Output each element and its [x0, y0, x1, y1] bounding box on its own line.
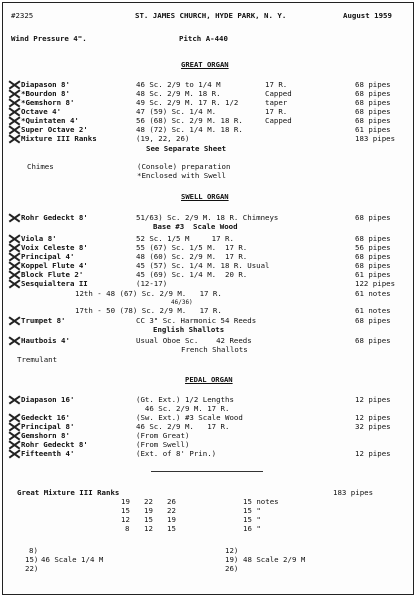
pedal-stop-pipes: 12 pipes	[355, 449, 391, 458]
great-stop-rank: 17 R.	[265, 107, 288, 116]
mixture-notes: 15 notes	[243, 497, 279, 506]
great-stop-rank: 17 R.	[265, 80, 288, 89]
pedal-stop-pipes: 32 pipes	[355, 422, 391, 431]
pedal-stop-name: Gedeckt 16'	[21, 413, 70, 422]
swell-stop-spec: 52 Sc. 1/5 M 17 R.	[136, 234, 234, 243]
divider	[151, 471, 263, 472]
swell-stop-pipes: 122 pipes	[355, 279, 396, 288]
swell-stop-pipes: 68 pipes	[355, 316, 391, 325]
swell-stop-name: Block Flute 2'	[21, 270, 84, 279]
swell-stop-spec: 48 (60) Sc. 2/9 M. 17 R.	[136, 252, 248, 261]
pedal-stop-spec: (From Swell)	[136, 440, 190, 449]
mixture-rank: 15	[144, 515, 153, 524]
church-title: ST. JAMES CHURCH, HYDE PARK, N. Y.	[135, 11, 287, 20]
great-stop-pipes: 68 pipes	[355, 107, 391, 116]
great-stop-note: Capped	[265, 89, 292, 98]
swell-stop-name: Viola 8'	[21, 234, 57, 243]
see-separate-sheet: See Separate Sheet	[146, 144, 227, 153]
mixture-total: 183 pipes	[333, 488, 374, 497]
check-mark-icon	[7, 449, 21, 459]
pedal-stop-name: Rohr Gedeckt 8'	[21, 440, 88, 449]
great-stop-name: *Bourdon 8'	[21, 89, 70, 98]
swell-stop-name: Trumpet 8'	[21, 316, 66, 325]
swell-stop-spec: 17th - 50 (78) Sc. 2/9 M. 17 R.	[75, 306, 222, 315]
swell-stop-pipes: 68 pipes	[355, 336, 391, 345]
great-stop-note: Capped	[265, 116, 292, 125]
great-stop-spec: 47 (59) Sc. 1/4 M.	[136, 107, 217, 116]
pedal-heading: PEDAL ORGAN	[185, 375, 233, 384]
enclosed-note: *Enclosed with Swell	[137, 171, 226, 180]
mixture-rank: 22	[167, 506, 176, 515]
swell-stop-pipes: 68 pipes	[355, 213, 391, 222]
great-heading: GREAT ORGAN	[181, 60, 229, 69]
mixture-rank: 19	[121, 497, 130, 506]
swell-stop-pipes: 56 pipes	[355, 243, 391, 252]
swell-stop-pipes: 61 notes	[355, 306, 391, 315]
swell-stop-pipes: 68 pipes	[355, 261, 391, 270]
mixture-notes: 15 "	[243, 515, 261, 524]
swell-stop-spec: Usual Oboe Sc. 42 Reeds	[136, 336, 252, 345]
pedal-stop-name: Fifteenth 4'	[21, 449, 75, 458]
pedal-stop-name: Diapason 16'	[21, 395, 75, 404]
spec-sheet	[2, 2, 414, 595]
great-stop-spec: 46 Sc. 2/9 to 1/4 M	[136, 80, 221, 89]
great-stop-name: *Gemshorn 8'	[21, 98, 75, 107]
great-stop-name: *Quintaten 4'	[21, 116, 79, 125]
scale-rank: 22)	[25, 564, 39, 573]
pedal-stop-spec: (Sw. Ext.) #3 Scale Wood	[136, 413, 243, 422]
job-number: #2325	[11, 11, 34, 20]
mixture-title: Great Mixture III Ranks	[17, 488, 120, 497]
mixture-rank: 15	[121, 506, 130, 515]
great-stop-pipes: 61 pipes	[355, 125, 391, 134]
great-stop-spec: 49 Sc. 2/9 M. 17 R. 1/2	[136, 98, 239, 107]
check-mark-icon	[7, 279, 21, 289]
swell-stop-name: Voix Celeste 8'	[21, 243, 88, 252]
great-stop-spec: 48 (72) Sc. 1/4 M. 18 R.	[136, 125, 243, 134]
scale-rank: 12)	[225, 546, 239, 555]
pedal-stop-spec: (From Great)	[136, 431, 190, 440]
check-mark-icon	[7, 316, 21, 326]
great-stop-pipes: 68 pipes	[355, 98, 391, 107]
mixture-rank: 15	[167, 524, 176, 533]
scale-rank: 15)	[25, 555, 39, 564]
swell-stop-name: Hautbois 4'	[21, 336, 70, 345]
scale-label: 48 Scale 2/9 M	[243, 555, 306, 564]
mixture-notes: 16 "	[243, 524, 261, 533]
great-stop-spec: 56 (68) Sc. 2/9 M. 18 R.	[136, 116, 243, 125]
date: August 1959	[343, 11, 392, 20]
swell-stop-pipes: 61 pipes	[355, 270, 391, 279]
pedal-stop-name: Principal 8'	[21, 422, 75, 431]
check-mark-icon	[7, 336, 21, 346]
pedal-stop-spec: (Gt. Ext.) 1/2 Lengths	[136, 395, 234, 404]
swell-stop-name: Rohr Gedeckt 8'	[21, 213, 88, 222]
great-stop-name: Mixture III Ranks	[21, 134, 97, 143]
mixture-rank: 22	[144, 497, 153, 506]
tremulant: Tremulant	[17, 355, 58, 364]
mixture-notes: 15 "	[243, 506, 261, 515]
great-stop-name: Diapason 8'	[21, 80, 70, 89]
scale-rank: 26)	[225, 564, 239, 573]
swell-stop-spec: 51/63) Sc. 2/9 M. 18 R. Chimneys	[136, 213, 279, 222]
mixture-rank: 26	[167, 497, 176, 506]
swell-stop-spec: CC 3" Sc. Harmonic 54 Reeds	[136, 316, 257, 325]
swell-stop-spec: 45 (69) Sc. 1/4 M. 20 R.	[136, 270, 248, 279]
mixture-rank: 12	[121, 515, 130, 524]
swell-heading: SWELL ORGAN	[181, 192, 229, 201]
scale-rank: 19)	[225, 555, 239, 564]
swell-stop-spec: English Shallots	[153, 325, 225, 334]
pitch: Pitch A-440	[179, 34, 228, 43]
great-stop-spec: (19, 22, 26)	[136, 134, 190, 143]
swell-stop-spec: Base #3 Scale Wood	[153, 222, 238, 231]
check-mark-icon	[7, 213, 21, 223]
wind-pressure: Wind Pressure 4".	[11, 34, 87, 43]
mixture-rank: 19	[167, 515, 176, 524]
mixture-rank: 8	[125, 524, 130, 533]
mixture-rank: 19	[144, 506, 153, 515]
pedal-stop-spec: (Ext. of 8' Prin.)	[136, 449, 217, 458]
scale-label: 46 Scale 1/4 M	[41, 555, 104, 564]
great-stop-spec: 48 Sc. 2/9 M. 18 R.	[136, 89, 221, 98]
great-stop-name: Octave 4'	[21, 107, 62, 116]
chimes: Chimes	[27, 162, 54, 171]
chimes-preparation: (Console) preparation	[137, 162, 231, 171]
swell-spec-correction: 46/36)	[171, 299, 193, 306]
pedal-stop-spec: 46 Sc. 2/9 M. 17 R.	[136, 404, 230, 413]
great-stop-name: Super Octave 2'	[21, 125, 88, 134]
pedal-stop-pipes: 12 pipes	[355, 395, 391, 404]
pedal-stop-spec: 46 Sc. 2/9 M. 17 R.	[136, 422, 230, 431]
swell-stop-spec: (12-17)	[136, 279, 168, 288]
swell-stop-pipes: 68 pipes	[355, 252, 391, 261]
great-stop-pipes: 68 pipes	[355, 116, 391, 125]
great-stop-pipes: 183 pipes	[355, 134, 396, 143]
swell-stop-name: Principal 4'	[21, 252, 75, 261]
great-stop-pipes: 68 pipes	[355, 89, 391, 98]
pedal-stop-name: Gemshorn 8'	[21, 431, 70, 440]
great-stop-note: taper	[265, 98, 288, 107]
swell-stop-pipes: 68 pipes	[355, 234, 391, 243]
check-mark-icon	[7, 134, 21, 144]
pedal-stop-pipes: 12 pipes	[355, 413, 391, 422]
swell-stop-spec: French Shallots	[181, 345, 248, 354]
check-mark-icon	[7, 395, 21, 405]
swell-stop-name: Koppel Flute 4'	[21, 261, 88, 270]
swell-stop-spec: 55 (67) Sc. 1/5 M. 17 R.	[136, 243, 248, 252]
swell-stop-spec: 12th - 48 (67) Sc. 2/9 M. 17 R.	[75, 289, 222, 298]
scale-rank: 8)	[29, 546, 38, 555]
mixture-rank: 12	[144, 524, 153, 533]
swell-stop-name: Sesquialtera II	[21, 279, 88, 288]
great-stop-pipes: 68 pipes	[355, 80, 391, 89]
swell-stop-pipes: 61 notes	[355, 289, 391, 298]
swell-stop-spec: 45 (57) Sc. 1/4 M. 18 R. Usual	[136, 261, 270, 270]
